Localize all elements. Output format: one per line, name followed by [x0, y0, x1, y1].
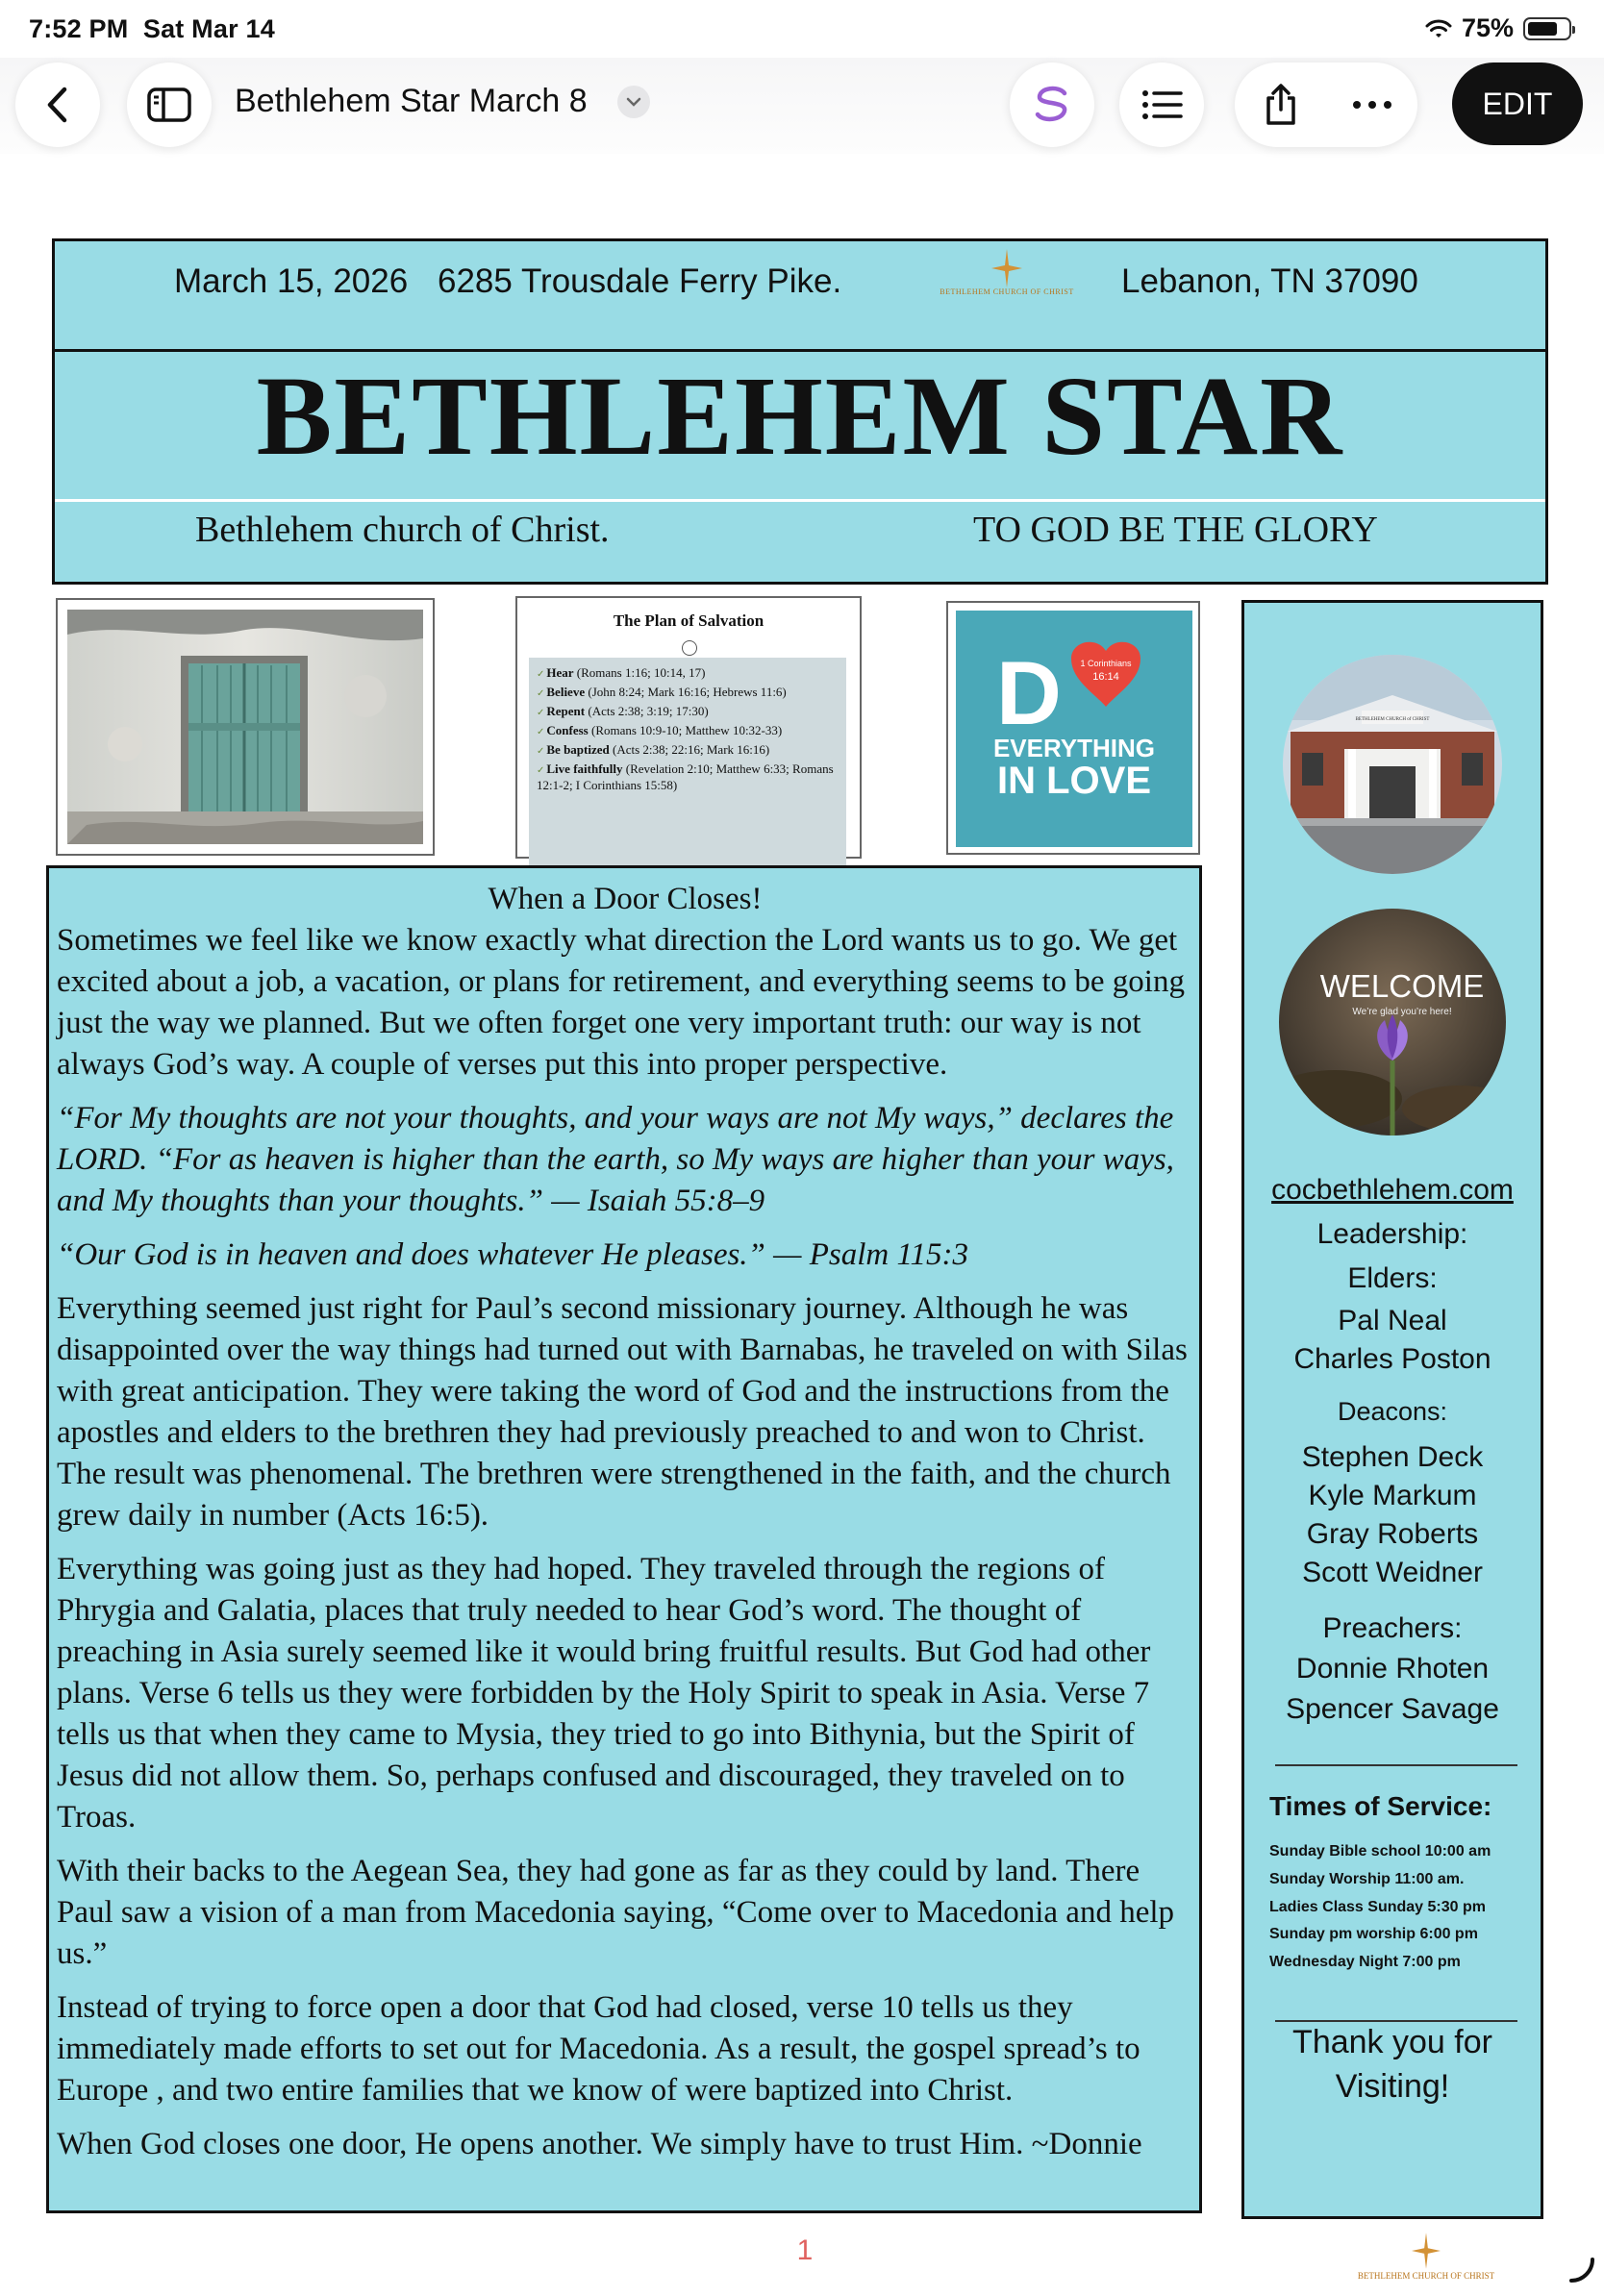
deacon-name: Scott Weidner	[1302, 1557, 1483, 1588]
document-title[interactable]: Bethlehem Star March 8	[235, 83, 588, 119]
footer-logo	[1354, 2233, 1498, 2286]
deacon-name: Stephen Deck	[1301, 1441, 1484, 1473]
church-name: Bethlehem church of Christ.	[195, 510, 610, 550]
newsletter-header	[52, 238, 1548, 585]
article-paragraph: Everything seemed just right for Paul’s second missionary journey. Although he was disappointed over the way things had turned out with Barnabas, he traveled on with Silas with great anticipation. They were taking the word of God and the instructions from the apostles and elders to the brethren they had previously preached to and won to Christ. The result was phenomenal. The brethren were strengthened in the faith, and the church grew daily in number (Acts 16:5).	[57, 1291, 1188, 1533]
sidebar-divider	[1275, 1764, 1517, 1766]
elder-name: Pal Neal	[1338, 1305, 1447, 1336]
plan-step: ✓ Hear (Romans 1:16; 10:14, 17)	[537, 665, 706, 680]
welcome-title: WELCOME	[1319, 968, 1485, 1004]
love-graphic	[956, 611, 1192, 847]
pencil-scribble-icon	[1030, 84, 1074, 126]
love-line1: EVERYTHING	[992, 734, 1156, 762]
church-logo	[940, 249, 1074, 307]
thanks-line: Thank you for	[1292, 2024, 1492, 2060]
church-building-photo	[1281, 653, 1504, 876]
deacons-heading: Deacons:	[1337, 1397, 1448, 1426]
church-motto: TO GOD BE THE GLORY	[973, 510, 1378, 550]
thanks-line: Visiting!	[1335, 2068, 1450, 2105]
sidebar-toggle-button[interactable]	[127, 62, 212, 147]
article-paragraph: Sometimes we feel like we know exactly what direction the Lord wants us to go. We get excited about a job, a vacation, or plans for retirement, and everything seems to be going just the way we planned. But we often forget one very important truth: our way is not always God’s way. A couple of verses put this into proper perspective.	[57, 923, 1185, 1082]
edit-button[interactable]: EDIT	[1452, 62, 1583, 145]
article-paragraph: Everything was going just as they had hoped. They traveled through the regions of Phrygia and Galatia, places that truly needed to hear God’s word. The thought of preaching in Asia surely seemed like it would bring fruitful results. But God had other plans. Verse 6 tells us they were forbidden by the Holy Spirit to speak in Asia. Verse 7 tells us that when they came to Mysia, they tried to go into Bithynia, but the Spirit of Jesus did not allow them. So, perhaps confused and discouraged, they traveled on to Troas.	[57, 1552, 1151, 1834]
service-time: Sunday pm worship 6:00 pm	[1269, 1926, 1478, 1942]
header-info-row	[55, 241, 1545, 352]
church-address: 6285 Trousdale Ferry Pike.	[438, 262, 842, 300]
star-icon	[991, 249, 1022, 287]
back-chevron-icon	[43, 86, 72, 124]
more-button[interactable]	[1326, 62, 1417, 147]
dropdown-chevron-icon	[626, 97, 641, 107]
article-paragraph: Instead of trying to force open a door that God had closed, verse 10 tells us they immediately made efforts to set out for Macedonia. As a result, the gospel spread’s to Europe , and two entire families that we know of were baptized into Christ.	[57, 1990, 1140, 2108]
service-time: Sunday Worship 11:00 am.	[1269, 1871, 1465, 1887]
plan-step: ✓ Live faithfully (Revelation 2:10; Matthew 6:33; Romans 12:1-2; I Corinthians 15:58)	[537, 761, 834, 792]
website-link[interactable]: cocbethlehem.com	[1271, 1174, 1514, 1206]
building-sign-text: BETHLEHEM CHURCH of CHRIST	[1355, 717, 1430, 722]
do-everything-in-love-image	[946, 601, 1200, 855]
scripture-quote: “For My thoughts are not your thoughts, and your ways are not My ways,” declares the LORD. “For as heaven is higher than the earth, so My ways are higher than your ways, and My thoughts than your thoughts.” — Isaiah 55:8–9	[57, 1101, 1174, 1218]
preacher-name: Donnie Rhoten	[1295, 1653, 1490, 1685]
article-when-a-door-closes	[46, 865, 1202, 2213]
masthead-divider	[55, 499, 1545, 502]
love-big-letter: D	[996, 642, 1062, 743]
sidebar-divider	[1275, 2020, 1517, 2022]
page-number: 1	[796, 2234, 814, 2266]
plan-step: ✓ Confess (Romans 10:9-10; Matthew 10:32-33)	[537, 723, 783, 737]
more-icon	[1351, 100, 1393, 110]
closed-door-image	[56, 598, 435, 856]
share-button[interactable]	[1235, 62, 1326, 147]
heart-line1: 1 Corinthians	[1080, 659, 1132, 668]
article-signoff: When God closes one door, He opens another. We simply have to trust Him. ~Donnie	[57, 2127, 1142, 2161]
heart-line2: 16:14	[1092, 671, 1119, 683]
logo-text: BETHLEHEM CHURCH OF CHRIST	[940, 287, 1074, 296]
plan-step: ✓ Believe (John 8:24; Mark 16:16; Hebrews 11:6)	[537, 685, 787, 699]
service-time: Sunday Bible school 10:00 am	[1269, 1843, 1491, 1859]
welcome-subtitle: We’re glad you’re here!	[1352, 1007, 1452, 1017]
elder-name: Charles Poston	[1293, 1343, 1491, 1375]
star-icon	[1412, 2233, 1441, 2269]
leadership-heading: Leadership:	[1316, 1218, 1468, 1250]
status-bar	[0, 0, 1604, 58]
love-line2: IN LOVE	[996, 760, 1152, 802]
battery-icon	[1523, 17, 1571, 40]
back-button[interactable]	[15, 62, 100, 147]
wifi-icon	[1425, 18, 1452, 39]
share-icon	[1263, 83, 1299, 127]
plan-steps	[529, 658, 846, 885]
church-city: Lebanon, TN 37090	[1121, 262, 1418, 300]
battery-percent: 75%	[1461, 13, 1514, 42]
footer-logo-text: BETHLEHEM CHURCH OF CHRIST	[1357, 2271, 1495, 2281]
scripture-quote: “Our God is in heaven and does whatever He pleases.” — Psalm 115:3	[57, 1237, 969, 1272]
plan-of-salvation-image	[515, 596, 862, 859]
plan-circle-ornament	[682, 640, 697, 656]
preachers-heading: Preachers:	[1322, 1612, 1463, 1644]
status-indicators	[1425, 13, 1571, 43]
welcome-image	[1277, 907, 1508, 1137]
plan-title: The Plan of Salvation	[613, 611, 764, 630]
share-more-group	[1235, 62, 1417, 147]
document-toolbar	[0, 58, 1604, 154]
list-button[interactable]	[1119, 62, 1204, 147]
markup-button[interactable]	[1010, 62, 1094, 147]
elders-heading: Elders:	[1347, 1262, 1438, 1294]
status-time: 7:52 PM Sat Mar 14	[29, 14, 275, 43]
sidebar-info	[1241, 600, 1543, 2219]
sidebar-toggle-icon	[147, 87, 191, 123]
title-dropdown-button[interactable]	[617, 86, 650, 118]
times-heading: Times of Service:	[1269, 1791, 1492, 1821]
preacher-name: Spencer Savage	[1286, 1693, 1499, 1725]
loading-spinner-icon	[1567, 2256, 1596, 2284]
article-paragraph: With their backs to the Aegean Sea, they had gone as far as they could by land. There Paul saw a vision of a man from Macedonia saying, “Come over to Macedonia and help us.”	[57, 1854, 1175, 1971]
service-time: Wednesday Night 7:00 pm	[1269, 1954, 1461, 1970]
plan-step: ✓ Be baptized (Acts 2:38; 22:16; Mark 16:16)	[537, 742, 770, 757]
article-title: When a Door Closes!	[488, 882, 763, 916]
door-photo	[67, 610, 423, 844]
newsletter-title: BETHLEHEM STAR	[256, 353, 1344, 479]
plan-step: ✓ Repent (Acts 2:38; 3:19; 17:30)	[537, 704, 709, 718]
deacon-name: Gray Roberts	[1306, 1518, 1479, 1550]
service-time: Ladies Class Sunday 5:30 pm	[1269, 1899, 1486, 1915]
deacon-name: Kyle Markum	[1308, 1480, 1477, 1511]
issue-date: March 15, 2026	[174, 262, 409, 300]
list-icon	[1140, 87, 1183, 122]
